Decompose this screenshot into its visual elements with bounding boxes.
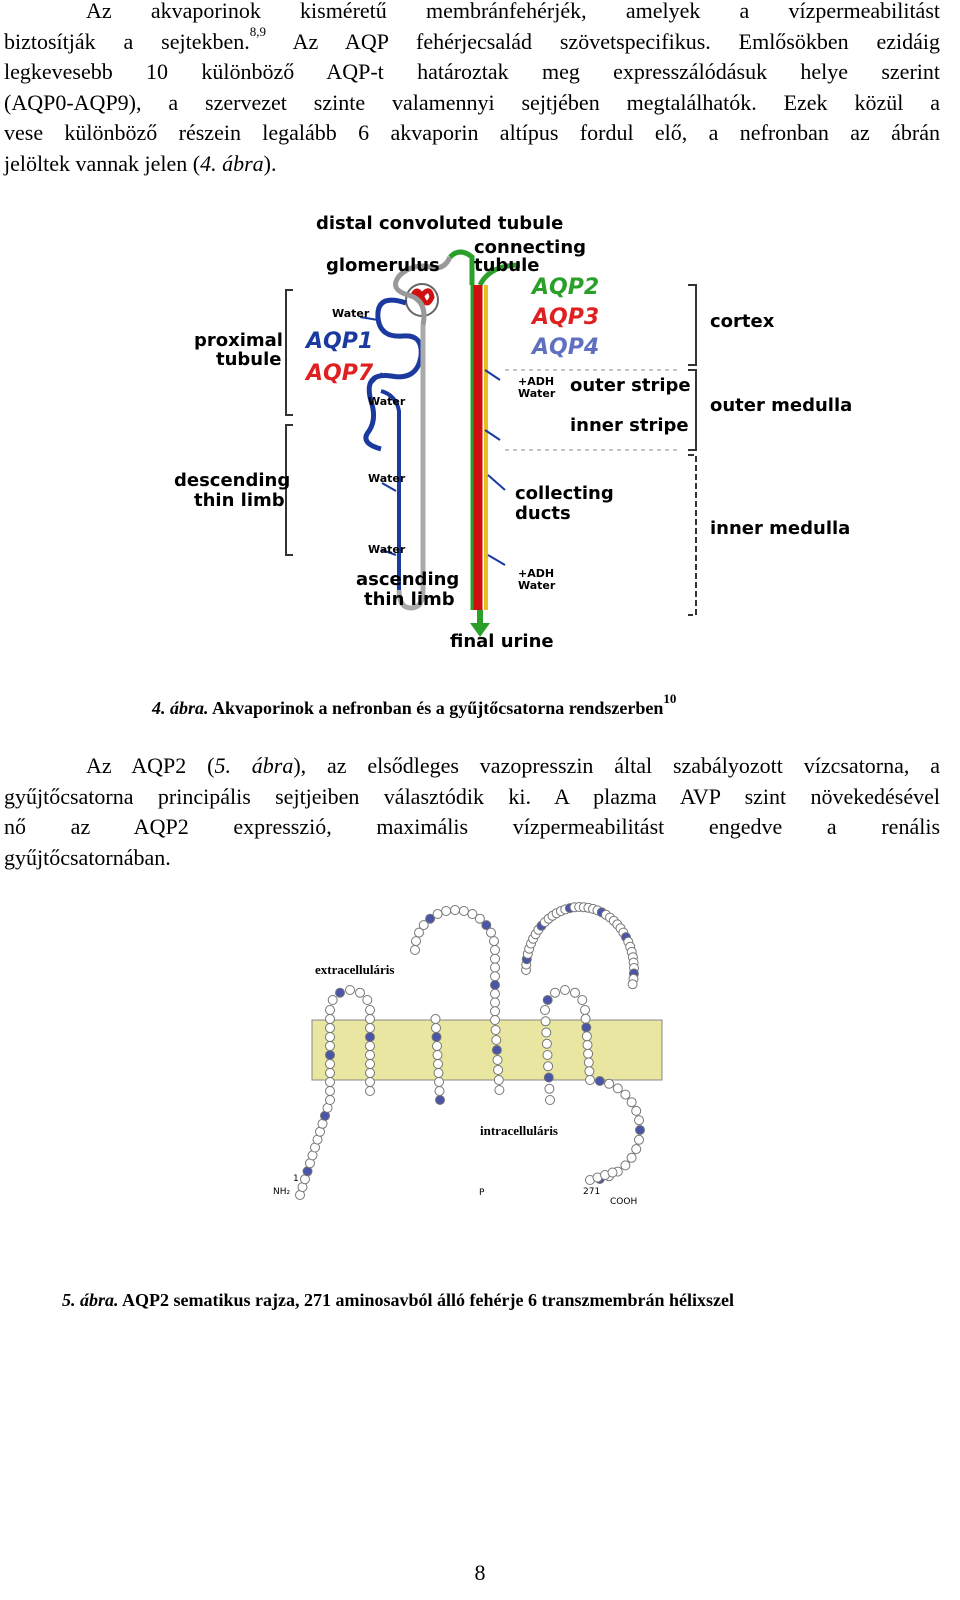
residue	[491, 946, 500, 955]
residue	[491, 998, 500, 1007]
label-final-urine: final urine	[450, 631, 554, 652]
residue	[491, 1026, 500, 1035]
label-cortex: cortex	[710, 311, 775, 332]
label-proximal-1: proximal	[194, 330, 283, 351]
residue	[608, 1168, 617, 1177]
residue	[571, 988, 580, 997]
label-extracellular: extracelluláris	[315, 962, 395, 977]
cortex-bracket	[688, 285, 696, 365]
p2-line-4: gyűjtőcsatornában.	[4, 844, 171, 870]
label-ascending-2: thin limb	[364, 589, 455, 610]
residue	[621, 1090, 630, 1099]
fig4-citation: 10	[663, 691, 677, 706]
residue	[490, 937, 499, 946]
residue	[491, 972, 500, 981]
residue	[491, 989, 500, 998]
label-aqp2: AQP2	[532, 275, 600, 300]
residue	[436, 1096, 445, 1105]
p1-l2b: Az AQP fehérjecsalád szövetspecifikus. Emlősökben ezidáig	[265, 28, 941, 54]
citation-8-9: 8,9	[249, 24, 266, 40]
connecting-tubule-segment	[450, 252, 472, 285]
residue	[627, 1098, 636, 1107]
residue	[635, 1135, 644, 1144]
residue	[326, 1015, 335, 1024]
residue	[491, 1016, 500, 1025]
paragraph-1	[4, 0, 940, 179]
proximal-tubule	[366, 300, 421, 449]
residue	[459, 907, 468, 916]
p2-l1b: ), az elsődleges vazopresszin által szabályozott vízcsatorna, a	[293, 753, 940, 778]
p1-l6a: jelöltek vannak jelen (	[4, 150, 201, 176]
residue	[366, 1015, 375, 1024]
label-connecting-2: tubule	[474, 255, 540, 276]
page-number: 8	[474, 1560, 486, 1585]
label-adh-1a: +ADH	[518, 375, 555, 388]
residue	[581, 1014, 590, 1023]
residue	[432, 1033, 441, 1042]
residue	[541, 1017, 550, 1026]
residue	[326, 1078, 335, 1087]
residue	[451, 906, 460, 915]
label-aqp1: AQP1	[306, 329, 374, 354]
residue	[326, 1006, 335, 1015]
residue	[356, 988, 365, 997]
residue	[412, 937, 421, 946]
water-arrows	[360, 317, 505, 565]
nephron-aquaporin-diagram	[160, 205, 860, 665]
figure-5-caption	[62, 1290, 734, 1311]
label-water-1: Water	[332, 307, 370, 320]
residue	[542, 1028, 551, 1037]
residue	[491, 1007, 500, 1016]
residue	[578, 996, 587, 1005]
residue	[543, 1051, 552, 1060]
residue	[346, 986, 355, 995]
residue	[433, 1051, 442, 1060]
label-aqp4: AQP4	[532, 335, 600, 360]
label-descending-1: descending	[174, 470, 291, 491]
residue	[366, 1033, 375, 1042]
residue	[583, 1041, 592, 1050]
residue	[326, 1060, 335, 1069]
label-glomerulus: glomerulus	[326, 255, 440, 276]
residue	[491, 981, 500, 990]
label-proximal-2: tubule	[216, 349, 282, 370]
p1-line-6	[4, 149, 940, 180]
residue	[366, 1006, 375, 1015]
label-residue-271: 271	[583, 1187, 601, 1197]
residue	[584, 1058, 593, 1067]
residue	[543, 996, 552, 1005]
residue	[605, 1079, 614, 1088]
figure-4-caption	[152, 691, 677, 719]
label-aqp7: AQP7	[306, 361, 374, 386]
residue	[336, 988, 345, 997]
residue	[595, 1077, 604, 1086]
inner-medulla-bracket	[688, 455, 696, 615]
residue	[431, 1015, 440, 1024]
residue	[432, 1024, 441, 1033]
residue	[326, 1024, 335, 1033]
p1-line-2	[4, 24, 941, 58]
paragraph-2	[4, 751, 940, 873]
fig4-caption-number: 4. ábra.	[152, 698, 209, 718]
label-phospho: P	[479, 1188, 485, 1198]
residue	[411, 946, 420, 955]
residue	[493, 1056, 502, 1065]
residue	[433, 910, 442, 919]
aqp2-topology-diagram	[260, 890, 680, 1260]
residue	[636, 1126, 645, 1135]
fig5-reference: 5. ábra	[214, 753, 294, 778]
label-outer-stripe: outer stripe	[570, 375, 691, 396]
residue	[613, 1084, 622, 1093]
p1-line-4: (AQP0-AQP9), a szervezet szinte valamennyi sejtjében megtalálhatók. Ezek közül a	[4, 89, 940, 115]
label-connecting-1: connecting	[474, 237, 587, 258]
fig4-reference: 4. ábra	[200, 150, 264, 176]
residue	[366, 1069, 375, 1078]
label-descending-2: thin limb	[194, 490, 285, 511]
residue	[581, 1006, 590, 1015]
residue	[492, 1036, 501, 1045]
residue	[546, 1096, 555, 1105]
residue	[561, 986, 570, 995]
residue	[366, 1051, 375, 1060]
residue	[326, 1033, 335, 1042]
residue	[495, 1086, 504, 1095]
p1-l6b: ).	[263, 150, 277, 176]
residue	[635, 1116, 644, 1125]
residue	[551, 988, 560, 997]
proximal-bracket	[286, 290, 293, 415]
cell-membrane	[312, 1020, 662, 1080]
residue	[326, 1087, 335, 1096]
residue	[491, 954, 500, 963]
residue	[435, 1087, 444, 1096]
residue	[366, 1042, 375, 1051]
p2-line-1	[4, 751, 940, 782]
residue	[632, 1106, 641, 1115]
label-outer-medulla: outer medulla	[710, 395, 853, 416]
residue	[433, 1042, 442, 1051]
label-water-3: Water	[368, 472, 406, 485]
residue	[435, 1078, 444, 1087]
p1-l2a: biztosítják a sejtekben.	[4, 28, 250, 54]
residue	[586, 1076, 595, 1085]
label-water-2: Water	[368, 395, 406, 408]
label-inner-stripe: inner stripe	[570, 415, 689, 436]
label-collecting-1: collecting	[515, 483, 614, 504]
residue	[366, 1087, 375, 1096]
residue	[584, 1049, 593, 1058]
residue	[326, 1051, 335, 1060]
label-ascending-1: ascending	[356, 569, 460, 590]
p2-line-2: gyűjtőcsatorna principális sejtjeiben választódik ki. A plazma AVP szint növekedésével	[4, 783, 940, 809]
residue	[621, 1161, 630, 1170]
residue	[442, 907, 451, 916]
residue	[326, 1042, 335, 1051]
residue	[494, 1076, 503, 1085]
residue	[628, 980, 637, 989]
fig4-caption-text: Akvaporinok a nefronban és a gyűjtőcsatorna rendszerben	[208, 698, 664, 718]
label-distal-convoluted-tubule: distal convoluted tubule	[316, 213, 564, 234]
residue	[542, 1039, 551, 1048]
residue	[366, 1024, 375, 1033]
residue	[328, 996, 337, 1005]
label-adh-1b: Water	[518, 387, 556, 400]
residue	[544, 1062, 553, 1071]
residue	[434, 1060, 443, 1069]
fig5-caption-text: AQP2 sematikus rajza, 271 aminosavból álló fehérje 6 transzmembrán hélixszel	[118, 1290, 734, 1310]
label-cooh: COOH	[610, 1197, 638, 1207]
residue	[632, 1145, 641, 1154]
residue	[434, 1069, 443, 1078]
residue	[487, 928, 496, 937]
label-collecting-2: ducts	[515, 503, 571, 524]
residue	[541, 1006, 550, 1015]
residue	[585, 1067, 594, 1076]
p1-line-1: Az akvaporinok kisméretű membránfehérjék, amelyek a vízpermeabilitást	[86, 0, 940, 23]
residue	[494, 1066, 503, 1075]
label-aqp3: AQP3	[532, 305, 600, 330]
label-residue-1: 1	[293, 1174, 299, 1184]
descending-limb	[381, 391, 399, 590]
residue	[366, 1078, 375, 1087]
label-nh2: NH₂	[273, 1187, 291, 1197]
residue	[363, 996, 372, 1005]
residue	[491, 963, 500, 972]
p1-line-3: legkevesebb 10 különböző AQP-t határoztak meg expresszálódásuk helye szerint	[4, 59, 940, 84]
label-adh-2b: Water	[518, 579, 556, 592]
residue	[326, 1096, 335, 1105]
label-inner-medulla: inner medulla	[710, 518, 851, 539]
label-adh-2a: +ADH	[518, 567, 555, 580]
residue	[582, 1023, 591, 1032]
residue	[492, 1046, 501, 1055]
label-intracellular: intracelluláris	[480, 1123, 558, 1138]
residue	[545, 1084, 554, 1093]
label-water-4: Water	[368, 543, 406, 556]
p2-l1a: Az AQP2 (	[86, 753, 215, 778]
p2-line-3: nő az AQP2 expresszió, maximális vízpermeabilitást engedve a renális	[4, 814, 940, 839]
residue	[627, 1153, 636, 1162]
residue	[366, 1060, 375, 1069]
p1-line-5: vese különböző részein legalább 6 akvaporin altípus fordul elő, a nefronban az ábrán	[4, 120, 940, 145]
residue	[582, 1032, 591, 1041]
residue	[326, 1069, 335, 1078]
fig5-caption-number: 5. ábra.	[62, 1290, 119, 1310]
residue	[544, 1073, 553, 1082]
